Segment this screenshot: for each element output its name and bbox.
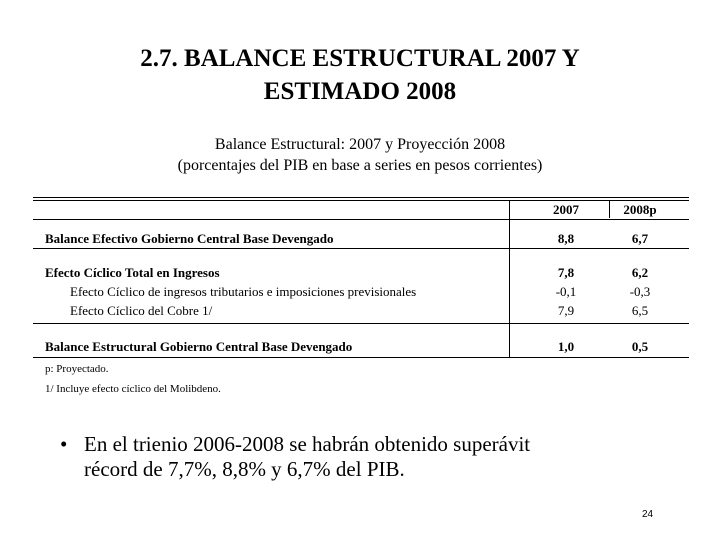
row-value-2007: 1,0 — [557, 339, 575, 354]
page-number: 24 — [642, 509, 654, 520]
table-note: p: Proyectado. — [45, 363, 109, 375]
row-value-2008: 6,2 — [631, 265, 649, 280]
header-2007: 2007 — [553, 202, 579, 217]
bullet-text — [84, 432, 674, 482]
row-value-2008: 6,5 — [631, 303, 649, 318]
caption-line-2: (porcentajes del PIB en base a series en pesos corrientes) — [177, 157, 543, 174]
table-row — [33, 302, 689, 320]
row-rule — [33, 248, 689, 249]
row-value-2007: -0,1 — [555, 284, 577, 299]
row-rule — [33, 323, 689, 324]
header-rule — [33, 219, 689, 220]
table-note: 1/ Incluye efecto cíclico del Molibdeno. — [45, 383, 221, 395]
table-row — [33, 230, 689, 248]
bullet-line-2: récord de 7,7%, 8,8% y 6,7% del PIB. — [84, 457, 405, 481]
row-value-2008: -0,3 — [629, 284, 651, 299]
row-label: Balance Efectivo Gobierno Central Base Devengado — [45, 231, 334, 246]
title-line-2: ESTIMADO 2008 — [263, 78, 457, 105]
bullet-line-1: En el trienio 2006-2008 se habrán obtenido superávit — [84, 432, 531, 456]
table-caption — [0, 134, 720, 176]
table-row — [33, 283, 689, 301]
caption-line-1: Balance Estructural: 2007 y Proyección 2008 — [214, 136, 506, 153]
bullet-icon: • — [60, 432, 68, 456]
header-2008p: 2008p — [623, 202, 657, 217]
page-title — [0, 42, 720, 108]
table-header-row — [33, 201, 689, 219]
row-label: Efecto Cíclico Total en Ingresos — [45, 265, 220, 280]
table-bottom-rule — [33, 357, 689, 358]
table-row — [33, 264, 689, 282]
title-line-1: 2.7. BALANCE ESTRUCTURAL 2007 Y — [140, 45, 580, 72]
table-row — [33, 338, 689, 356]
row-label: Efecto Cíclico de ingresos tributarios e imposiciones previsionales — [70, 284, 417, 299]
row-label: Efecto Cíclico del Cobre 1/ — [70, 303, 213, 318]
row-value-2007: 7,9 — [557, 303, 575, 318]
table-top-rule — [33, 197, 689, 198]
row-value-2007: 7,8 — [557, 265, 575, 280]
row-value-2008: 0,5 — [631, 339, 649, 354]
row-value-2007: 8,8 — [557, 231, 575, 246]
row-label: Balance Estructural Gobierno Central Base Devengado — [45, 339, 353, 354]
row-value-2008: 6,7 — [631, 231, 649, 246]
